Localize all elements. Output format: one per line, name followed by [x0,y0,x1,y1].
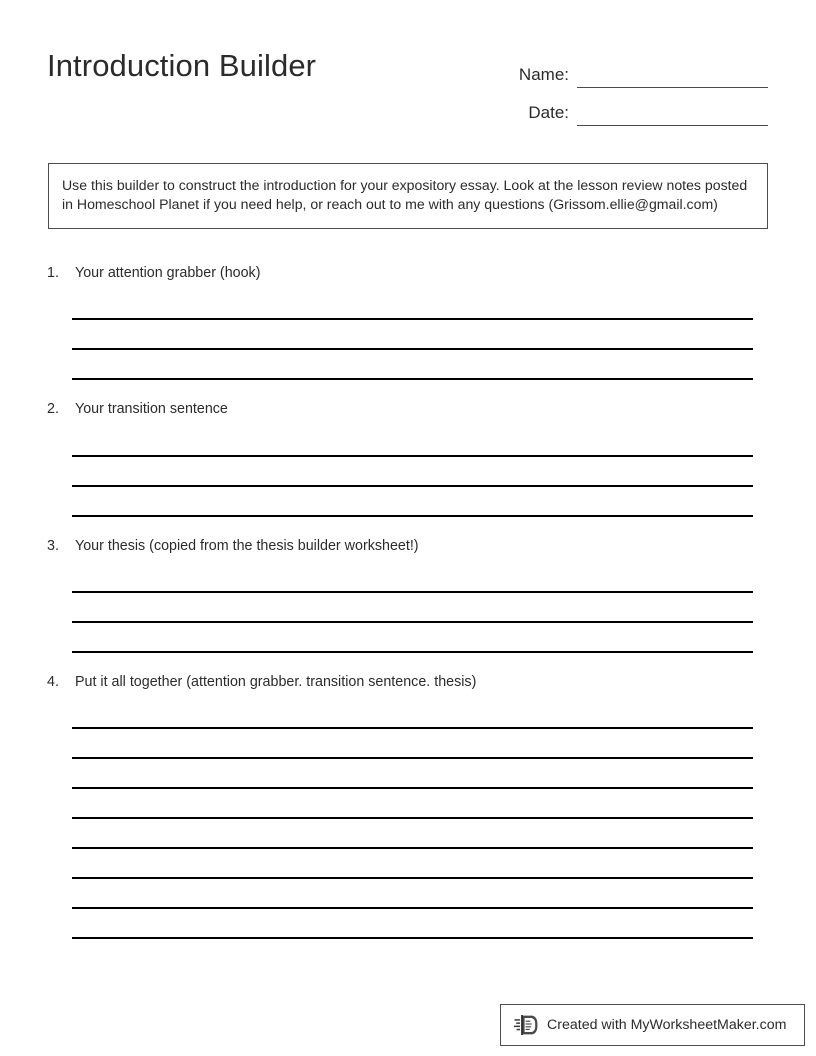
answer-lines [0,427,816,517]
answer-line[interactable] [72,819,753,849]
question-item [0,675,816,939]
instructions-text: Use this builder to construct the introduction for your expository essay. Look at the lesson review notes posted in Homeschool Planet if you need help, or reach out to me with any questions (Grissom.ellie@gmail.com) [62,177,748,213]
question-heading [0,266,816,280]
answer-lines [0,563,816,653]
question-number: 4. [47,673,59,690]
answer-lines [0,699,816,939]
question-heading [0,402,816,416]
answer-line[interactable] [72,623,753,653]
answer-line[interactable] [72,427,753,457]
question-item [0,266,816,380]
answer-line[interactable] [72,350,753,380]
answer-line[interactable] [72,290,753,320]
question-spacer [0,380,816,402]
question-prompt: Put it all together (attention grabber. transition sentence. thesis) [75,673,477,690]
answer-line[interactable] [72,563,753,593]
answer-line[interactable] [72,879,753,909]
answer-line[interactable] [72,699,753,729]
answer-line[interactable] [72,759,753,789]
attribution-text: Created with MyWorksheetMaker.com [547,1016,787,1033]
question-spacer [0,517,816,539]
date-field-label: Date: [528,103,569,122]
question-number: 3. [47,537,59,554]
question-prompt: Your transition sentence [75,401,228,418]
answer-line[interactable] [72,487,753,517]
question-prompt: Your attention grabber (hook) [75,265,261,281]
worksheet-maker-logo-icon [514,1014,540,1036]
page-title: Introduction Builder [47,48,317,83]
question-prompt: Your thesis (copied from the thesis builder worksheet!) [75,537,419,554]
answer-line[interactable] [72,789,753,819]
student-info-block [506,50,768,126]
answer-line[interactable] [72,849,753,879]
question-spacer [0,653,816,675]
answer-line[interactable] [72,457,753,487]
name-input[interactable] [577,65,768,88]
answer-line[interactable] [72,593,753,623]
question-heading [0,675,816,689]
instructions-box [48,163,768,229]
answer-line[interactable] [72,320,753,350]
name-field-label: Name: [518,65,569,84]
question-number: 2. [47,401,59,418]
date-input[interactable] [577,103,768,126]
answer-lines [0,290,816,380]
attribution-badge[interactable] [500,1004,805,1046]
question-item [0,402,816,516]
question-item [0,539,816,653]
name-field-row [506,50,768,88]
question-heading [0,539,816,553]
answer-line[interactable] [72,729,753,759]
question-number: 1. [47,265,59,281]
questions-list [0,266,816,939]
date-field-row [506,88,768,126]
answer-line[interactable] [72,909,753,939]
